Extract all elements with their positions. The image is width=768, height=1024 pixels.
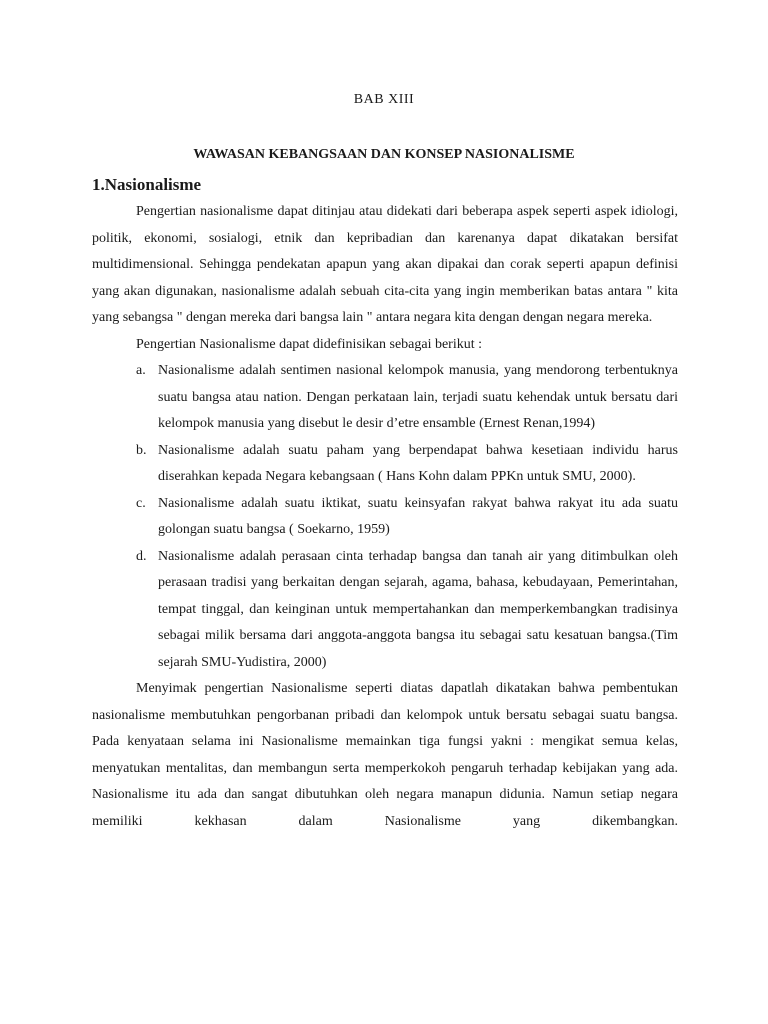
definition-item	[92, 544, 678, 677]
definition-marker: c.	[136, 495, 146, 511]
chapter-number: BAB XIII	[353, 92, 415, 107]
definition-item	[92, 358, 678, 438]
definition-item	[92, 438, 678, 491]
definition-item	[92, 491, 678, 544]
document-title: WAWASAN KEBANGSAAN DAN KONSEP NASIONALISME	[193, 147, 575, 162]
definitions-intro: Pengertian Nasionalisme dapat didefinisikan sebagai berikut :	[136, 336, 483, 352]
definition-text: Nasionalisme adalah suatu paham yang berpendapat bahwa kesetiaan individu harus diserahkan kepada Negara kebangsaan ( Hans Kohn dalam PPKn untuk SMU, 2000).	[158, 442, 678, 484]
definition-marker: a.	[136, 363, 146, 378]
definition-marker: b.	[136, 442, 147, 458]
definition-text: Nasionalisme adalah sentimen nasional kelompok manusia, yang mendorong terbentuknya suatu bangsa atau nation. Dengan perkataan lain, terjadi suatu kehendak untuk bersatu dari kelompok manusia yang disebut le desir d’etre ensamble (Ernest Renan,1994)	[158, 363, 678, 431]
section-heading: 1.Nasionalisme	[92, 175, 202, 194]
document-body	[92, 199, 678, 835]
definition-text: Nasionalisme adalah perasaan cinta terhadap bangsa dan tanah air yang ditimbulkan oleh perasaan tradisi yang berkaitan dengan sejarah, agama, bahasa, kebudayaan, Pemerintahan, tempat tinggal, dan keinginan untuk mempertahankan dan memperkembangkan tradisinya sebagai milik bersama dari anggota-anggota bangsa itu sebagai satu kesatuan bangsa.(Tim sejarah SMU-Yudistira, 2000)	[158, 548, 678, 670]
definition-text: Nasionalisme adalah suatu iktikat, suatu keinsyafan rakyat bahwa rakyat itu ada suatu golongan suatu bangsa ( Soekarno, 1959)	[158, 495, 678, 537]
paragraph-conclusion: Menyimak pengertian Nasionalisme seperti diatas dapatlah dikatakan bahwa pembentukan nasionalisme membutuhkan pengorbanan pribadi dan kelompok untuk bersatu sebagai suatu bangsa. Pada kenyataan selama ini Nasionalisme memainkan tiga fungsi yakni : mengikat semua kelas, menyatukan mentalitas, dan membangun serta memperkokoh pengaruh terhadap kebijakan yang ada. Nasionalisme itu ada dan sangat dibutuhkan oleh negara manapun didunia. Namun setiap negara memiliki kekhasan dalam Nasionalisme yang dikembangkan.	[92, 681, 678, 829]
definitions-list	[92, 358, 678, 676]
paragraph-intro: Pengertian nasionalisme dapat ditinjau atau didekati dari beberapa aspek seperti aspek idiologi, politik, ekonomi, sosialogi, etnik dan kepribadian dan karenanya dapat dikatakan bersifat multidimensional. Sehingga pendekatan apapun yang akan dipakai dan corak seperti apapun definisi yang akan digunakan, nasionalisme adalah sebuah cita-cita yang ingin memberikan batas antara " kita yang sebangsa " dengan mereka dari bangsa lain " antara negara kita dengan dengan negara mereka.	[92, 204, 678, 325]
definition-marker: d.	[136, 548, 147, 564]
